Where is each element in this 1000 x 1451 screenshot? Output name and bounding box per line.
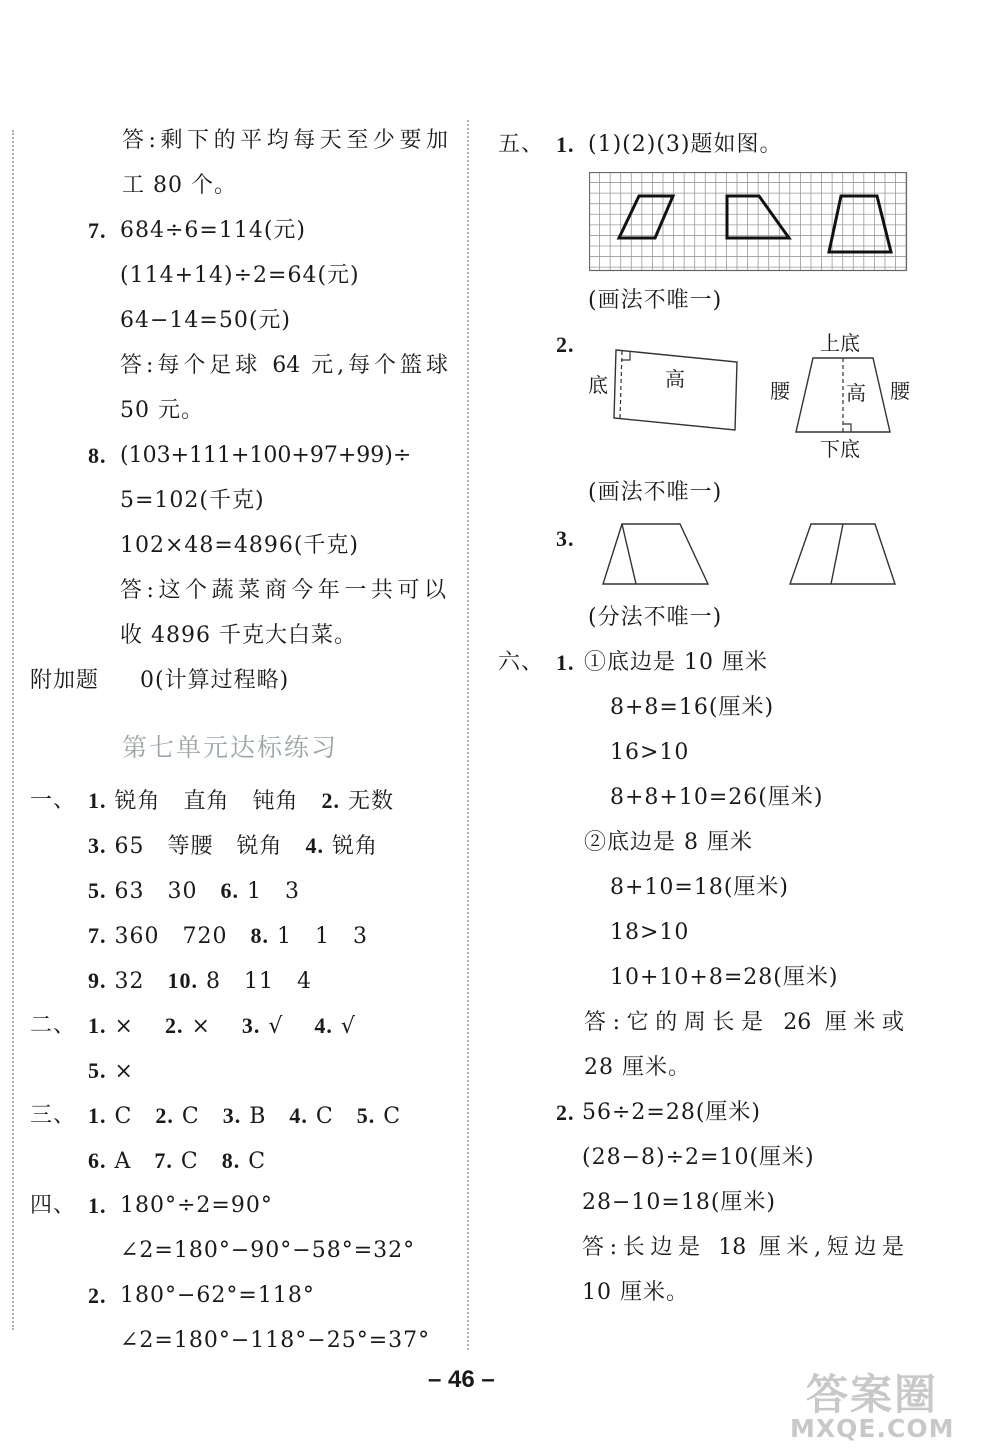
s6-q2-line1: 56÷2=28(厘米) (582, 1100, 762, 1125)
label-height: 高 (665, 367, 685, 391)
s5-label: 五、 (498, 132, 545, 157)
s3-row2: 6. A 7. C 8. C (88, 1148, 267, 1174)
s6-q1-line5: ②底边是 8 厘米 (584, 830, 753, 855)
s3-label: 三、 (30, 1103, 77, 1128)
divided-trapezoid-figure-2 (787, 518, 901, 590)
s6-q1-line2: 8+8=16(厘米) (610, 695, 775, 720)
s6-q1-line7: 18>10 (610, 920, 690, 945)
s5-q2-number: 2. (556, 332, 575, 357)
s4-q1-line1: 180°÷2=90° (120, 1193, 273, 1218)
grid-figure (589, 172, 909, 272)
label-height-trapezoid: 高 (846, 381, 866, 405)
s2-row1: 1. × 2. × 3. √ 4. √ (88, 1013, 356, 1039)
s6-q1-line3: 16>10 (610, 740, 690, 765)
parallelogram-height-figure (585, 338, 755, 438)
s5-q1-note: (画法不唯一) (588, 288, 723, 313)
s6-q2-number: 2. (556, 1100, 575, 1125)
parallelogram-shape (619, 196, 673, 238)
s6-q1-line4: 8+8+10=26(厘米) (610, 785, 824, 810)
s3-row1: 1. C 2. C 3. B 4. C 5. C (88, 1103, 402, 1129)
q7-answer-line1: 答:每个足球 64 元,每个篮球 (120, 353, 448, 378)
trapezoid-height-figure (770, 328, 920, 468)
s6-q1-line8: 10+10+8=28(厘米) (610, 965, 839, 990)
s4-q2-number: 2. (88, 1283, 107, 1308)
q8-line3: 102×48=4896(千克) (120, 533, 360, 558)
s5-q3-number: 3. (556, 526, 575, 551)
s2-row2: 5. × (88, 1058, 134, 1084)
divided-trapezoid-figure-1 (600, 518, 714, 590)
s1-label: 一、 (30, 788, 77, 813)
q7-line3: 64−14=50(元) (120, 308, 292, 333)
s6-q1-answer-line2: 28 厘米。 (584, 1055, 691, 1080)
label-bottom-base: 下底 (820, 437, 860, 461)
left-margin-rule (12, 130, 14, 1330)
q6-answer-line1: 答:剩下的平均每天至少要加 (122, 128, 448, 153)
s1-row5: 9. 32 10. 8 11 4 (88, 968, 313, 994)
watermark-url: MXQE.COM (790, 1414, 955, 1443)
s6-q1-number: 1. (556, 650, 575, 675)
bonus-text: 0(计算过程略) (140, 668, 290, 693)
s1-row4: 7. 360 720 8. 1 1 3 (88, 923, 368, 949)
column-divider (467, 120, 469, 1350)
s6-q2-line3: 28−10=18(厘米) (582, 1190, 777, 1215)
page-number: – 46 – (428, 1366, 495, 1393)
s4-label: 四、 (30, 1193, 77, 1218)
s6-q2-answer-line1: 答:长边是 18 厘米,短边是 (582, 1235, 904, 1260)
s6-q2-line2: (28−8)÷2=10(厘米) (582, 1145, 815, 1170)
q7-line1: 684÷6=114(元) (120, 218, 307, 243)
q7-answer-line2: 50 元。 (120, 398, 204, 423)
s1-row3: 5. 63 30 6. 1 3 (88, 878, 301, 904)
label-base: 底 (588, 373, 608, 397)
s4-q1-line2: ∠2=180°−90°−58°=32° (120, 1238, 416, 1263)
s5-q2-note: (画法不唯一) (588, 480, 723, 505)
s6-q2-answer-line2: 10 厘米。 (582, 1280, 689, 1305)
s6-q1-answer-line1: 答:它的周长是 26 厘米或 (584, 1010, 904, 1035)
q8-answer-line2: 收 4896 千克大白菜。 (120, 623, 357, 648)
s6-q1-line1: ①底边是 10 厘米 (584, 650, 768, 675)
q8-line2: 5=102(千克) (120, 488, 265, 513)
q8-number: 8. (88, 443, 107, 468)
s5-q1-text: (1)(2)(3)题如图。 (588, 132, 783, 157)
bonus-label: 附加题 (30, 668, 100, 693)
watermark-logo-text: 答案圈 (806, 1370, 939, 1419)
isosceles-trapezoid-shape (829, 196, 891, 252)
s5-q3-note: (分法不唯一) (588, 605, 723, 630)
s6-q1-line6: 8+10=18(厘米) (610, 875, 790, 900)
s4-q2-line1: 180°−62°=118° (120, 1283, 315, 1308)
s2-label: 二、 (30, 1013, 77, 1038)
s4-q2-line2: ∠2=180°−118°−25°=37° (120, 1328, 431, 1353)
s1-row2: 3. 65 等腰 锐角 4. 锐角 (88, 833, 379, 859)
q7-line2: (114+14)÷2=64(元) (120, 263, 360, 288)
s5-q1-number: 1. (556, 132, 575, 157)
label-leg-right: 腰 (890, 379, 910, 403)
q7-number: 7. (88, 218, 107, 243)
s1-row1: 1. 锐角 直角 钝角 2. 无数 (88, 788, 395, 814)
q8-answer-line1: 答:这个蔬菜商今年一共可以 (120, 578, 446, 603)
s6-label: 六、 (498, 650, 545, 675)
label-top-base: 上底 (820, 331, 860, 355)
q8-line1: (103+111+100+97+99)÷ (120, 443, 412, 468)
s4-q1-number: 1. (88, 1193, 107, 1218)
q6-answer-line2: 工 80 个。 (122, 173, 237, 198)
section-title: 第七单元达标练习 (122, 733, 339, 762)
label-leg-left: 腰 (770, 379, 790, 403)
